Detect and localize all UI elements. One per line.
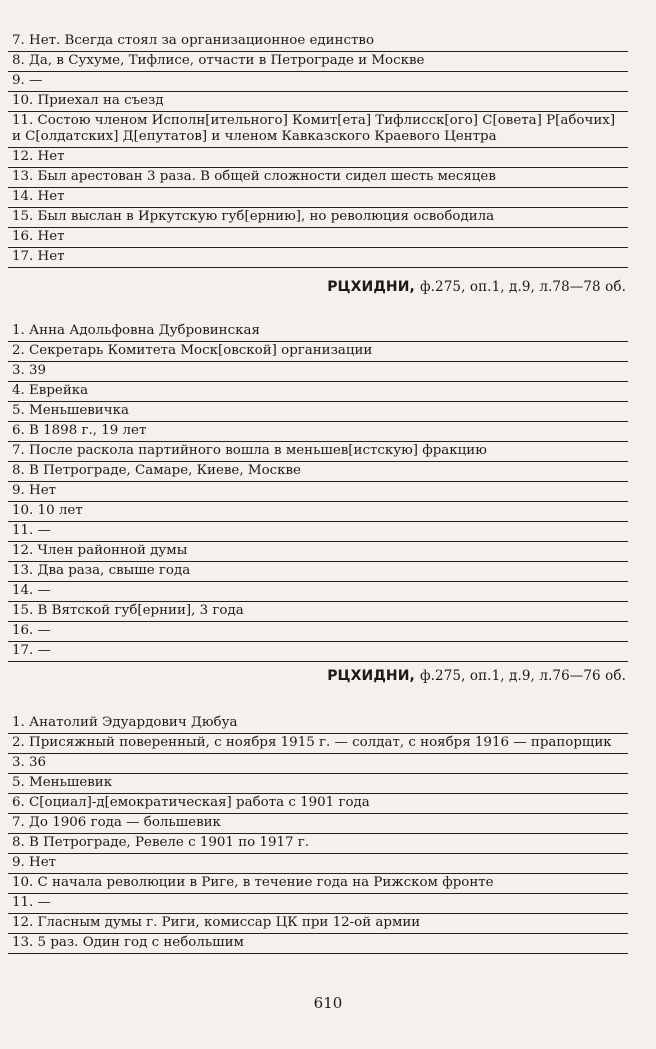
answer-row: 16. — bbox=[8, 622, 628, 642]
answer-row: 14. — bbox=[8, 582, 628, 602]
answer-row: 5. Меньшевичка bbox=[8, 402, 628, 422]
answer-row: 13. Был арестован 3 раза. В общей сложности сидел шесть месяцев bbox=[8, 168, 628, 188]
archive-reference: ф.275, оп.1, д.9, л.78—78 об. bbox=[419, 279, 626, 295]
answer-row: 12. Гласным думы г. Риги, комиссар ЦК при 12-ой армии bbox=[8, 914, 628, 934]
answer-row: 9. Нет bbox=[8, 854, 628, 874]
answer-row: 12. Член районной думы bbox=[8, 542, 628, 562]
answer-row: 15. В Вятской губ[ернии], 3 года bbox=[8, 602, 628, 622]
answer-row: 2. Присяжный поверенный, с ноября 1915 г. — солдат, с ноября 1916 — прапорщик bbox=[8, 734, 628, 754]
answer-row: 11. — bbox=[8, 522, 628, 542]
answer-row: 8. В Петрограде, Самаре, Киеве, Москве bbox=[8, 462, 628, 482]
archive-source-2 bbox=[327, 668, 626, 684]
page-number: 610 bbox=[313, 994, 343, 1012]
answer-row: 13. 5 раз. Один год с небольшим bbox=[8, 934, 628, 954]
answer-row: 3. 39 bbox=[8, 362, 628, 382]
answer-row: 10. Приехал на съезд bbox=[8, 92, 628, 112]
answer-row: 4. Еврейка bbox=[8, 382, 628, 402]
answer-row: 7. После раскола партийного вошла в меньшев[истскую] фракцию bbox=[8, 442, 628, 462]
answer-row: 14. Нет bbox=[8, 188, 628, 208]
answer-row: 10. С начала революции в Риге, в течение года на Рижском фронте bbox=[8, 874, 628, 894]
answer-row: 8. В Петрограде, Ревеле с 1901 по 1917 г. bbox=[8, 834, 628, 854]
archive-source-1 bbox=[327, 279, 626, 295]
questionnaire-section-1 bbox=[8, 32, 628, 268]
answer-row: 9. — bbox=[8, 72, 628, 92]
answer-row: 2. Секретарь Комитета Моск[овской] организации bbox=[8, 342, 628, 362]
answer-row: 9. Нет bbox=[8, 482, 628, 502]
answer-row: 11. — bbox=[8, 894, 628, 914]
answer-row: 6. С[оциал]-д[емократическая] работа с 1901 года bbox=[8, 794, 628, 814]
archive-name: РЦХИДНИ, bbox=[327, 668, 415, 684]
archive-reference: ф.275, оп.1, д.9, л.76—76 об. bbox=[419, 668, 626, 684]
answer-row: 17. — bbox=[8, 642, 628, 662]
answer-row: 15. Был выслан в Иркутскую губ[ернию], но революция освободила bbox=[8, 208, 628, 228]
answer-row: 13. Два раза, свыше года bbox=[8, 562, 628, 582]
answer-row: 17. Нет bbox=[8, 248, 628, 268]
answer-row: 12. Нет bbox=[8, 148, 628, 168]
answer-row: 10. 10 лет bbox=[8, 502, 628, 522]
answer-row: 1. Анна Адольфовна Дубровинская bbox=[8, 322, 628, 342]
answer-row: 5. Меньшевик bbox=[8, 774, 628, 794]
questionnaire-section-3 bbox=[8, 714, 628, 954]
answer-row: 7. До 1906 года — большевик bbox=[8, 814, 628, 834]
answer-row: 1. Анатолий Эдуардович Дюбуа bbox=[8, 714, 628, 734]
answer-row: 6. В 1898 г., 19 лет bbox=[8, 422, 628, 442]
questionnaire-section-2 bbox=[8, 322, 628, 662]
answer-row: 3. 36 bbox=[8, 754, 628, 774]
answer-row: 16. Нет bbox=[8, 228, 628, 248]
answer-row: 11. Состою членом Исполн[ительного] Комит[ета] Тифлисск[ого] С[овета] Р[абочих] и С[олдатских] Д[епутатов] и членом Кавказского Краевого Центра bbox=[8, 112, 628, 148]
answer-row: 7. Нет. Всегда стоял за организационное единство bbox=[8, 32, 628, 52]
archive-name: РЦХИДНИ, bbox=[327, 279, 415, 295]
answer-row: 8. Да, в Сухуме, Тифлисе, отчасти в Петрограде и Москве bbox=[8, 52, 628, 72]
